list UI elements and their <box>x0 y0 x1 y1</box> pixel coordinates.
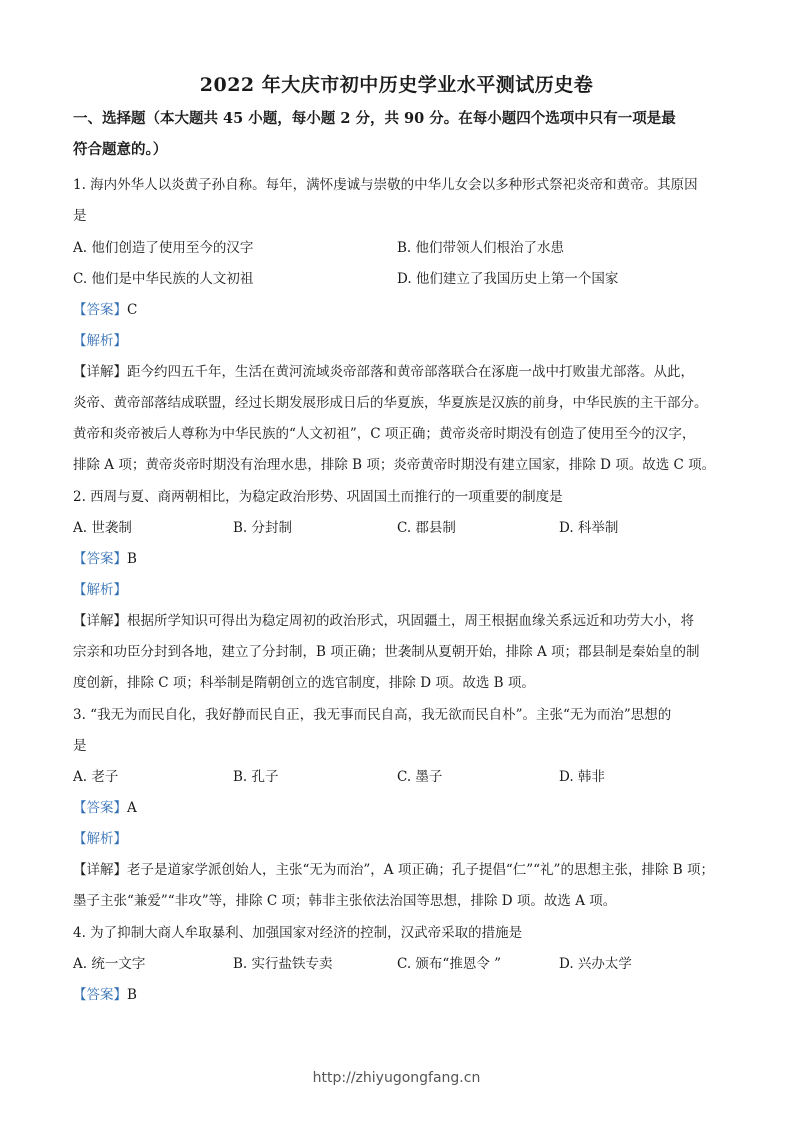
q1-option-c: C. 他们是中华民族的人文初祖 <box>73 271 254 287</box>
detail-label: 【详解】 <box>73 862 127 878</box>
q1-option-a: A. 他们创造了使用至今的汉字 <box>73 240 254 256</box>
answer-label: 【答案】 <box>73 551 127 567</box>
q2-stem-line-1: 2. 西周与夏、商两朝相比，为稳定政治形势、巩固国土而推行的一项重要的制度是 <box>73 489 563 505</box>
q4-stem-line-1: 4. 为了抑制大商人牟取暴利、加强国家对经济的控制，汉武帝采取的措施是 <box>73 925 523 941</box>
q2-detail-line-3: 度创新，排除 C 项；科举制是隋朝创立的选官制度，排除 D 项。故选 B 项。 <box>73 675 535 691</box>
q4-option-d: D. 兴办太学 <box>559 956 632 972</box>
q1-stem-line-1: 1. 海内外华人以炎黄子孙自称。每年，满怀虔诚与崇敬的中华儿女会以多种形式祭祀炎帝和黄帝。其原因 <box>73 177 698 193</box>
detail-label: 【详解】 <box>73 364 127 380</box>
q1-analysis-label: 【解析】 <box>73 333 127 349</box>
q3-detail-line-1 <box>73 858 723 878</box>
q4-option-a: A. 统一文字 <box>73 956 146 972</box>
q1-answer <box>73 298 723 318</box>
q2-option-a: A. 世袭制 <box>73 520 132 536</box>
q4-option-b: B. 实行盐铁专卖 <box>233 956 333 972</box>
q3-stem-line-2: 是 <box>73 738 87 754</box>
q3-option-a: A. 老子 <box>73 769 119 785</box>
section-heading <box>73 103 723 165</box>
q4-option-c: C. 颁布“推恩令 ” <box>397 956 502 972</box>
q3-option-d: D. 韩非 <box>559 769 605 785</box>
q2-answer <box>73 547 723 567</box>
q1-detail-line-2: 炎帝、黄帝部落结成联盟，经过长期发展形成日后的华夏族，华夏族是汉族的前身，中华民族的主干部分。 <box>73 395 708 411</box>
section-heading-line-2: 符合题意的。） <box>73 141 168 158</box>
q1-detail-line-1 <box>73 360 723 380</box>
q3-answer <box>73 796 723 816</box>
q2-detail-line-2: 宗亲和功臣分封到各地，建立了分封制，B 项正确；世袭制从夏朝开始，排除 A 项；郡县制是秦始皇的制 <box>73 644 700 660</box>
page-title: 2022 年大庆市初中历史学业水平测试历史卷 <box>199 74 594 96</box>
q3-stem-line-1: 3. “我无为而民自化，我好静而民自正，我无事而民自高，我无欲而民自朴”。主张“无为而治”思想的 <box>73 707 672 723</box>
section-heading-line-1: 一、选择题（本大题共 45 小题，每小题 2 分，共 90 分。在每小题四个选项中只有一项是最 <box>73 110 676 127</box>
q3-detail-line-2: 墨子主张“兼爱”“非攻”等，排除 C 项；韩非主张依法治国等思想，排除 D 项。故选 A 项。 <box>73 893 617 909</box>
q3-detail-text-1: 老子是道家学派创始人，主张“无为而治”，A 项正确；孔子提倡“仁”“礼”的思想主张，排除 B 项； <box>127 862 714 878</box>
q3-answer-value: A <box>127 800 137 816</box>
q1-stem-line-2: 是 <box>73 208 87 224</box>
q3-option-b: B. 孔子 <box>233 769 279 785</box>
q2-detail-line-1 <box>73 609 723 629</box>
q2-analysis-label: 【解析】 <box>73 582 127 598</box>
q1-answer-value: C <box>127 302 138 318</box>
detail-label: 【详解】 <box>73 613 127 629</box>
q1-option-d: D. 他们建立了我国历史上第一个国家 <box>397 271 619 287</box>
footer-url[interactable]: http://zhiyugongfang.cn <box>312 1070 481 1086</box>
q3-analysis-label: 【解析】 <box>73 831 127 847</box>
answer-label: 【答案】 <box>73 987 127 1003</box>
q2-detail-text-1: 根据所学知识可得出为稳定周初的政治形式，巩固疆土，周王根据血缘关系远近和功劳大小，将 <box>127 613 694 629</box>
q4-answer-value: B <box>127 987 137 1003</box>
q1-detail-line-3: 黄帝和炎帝被后人尊称为中华民族的“人文初祖”，C 项正确；黄帝炎帝时期没有创造了使用至今的汉字， <box>73 426 696 442</box>
q3-option-c: C. 墨子 <box>397 769 443 785</box>
q2-option-c: C. 郡县制 <box>397 520 456 536</box>
q2-option-b: B. 分封制 <box>233 520 293 536</box>
answer-label: 【答案】 <box>73 302 127 318</box>
q4-answer <box>73 983 723 1003</box>
q1-option-b: B. 他们带领人们根治了水患 <box>397 240 565 256</box>
q2-answer-value: B <box>127 551 137 567</box>
q1-detail-line-4: 排除 A 项；黄帝炎帝时期没有治理水患，排除 B 项；炎帝黄帝时期没有建立国家，排除 D 项。故选 C 项。 <box>73 457 716 473</box>
q2-option-d: D. 科举制 <box>559 520 619 536</box>
answer-label: 【答案】 <box>73 800 127 816</box>
q1-detail-text-1: 距今约四五千年，生活在黄河流域炎帝部落和黄帝部落联合在涿鹿一战中打败蚩尤部落。从此， <box>127 364 694 380</box>
